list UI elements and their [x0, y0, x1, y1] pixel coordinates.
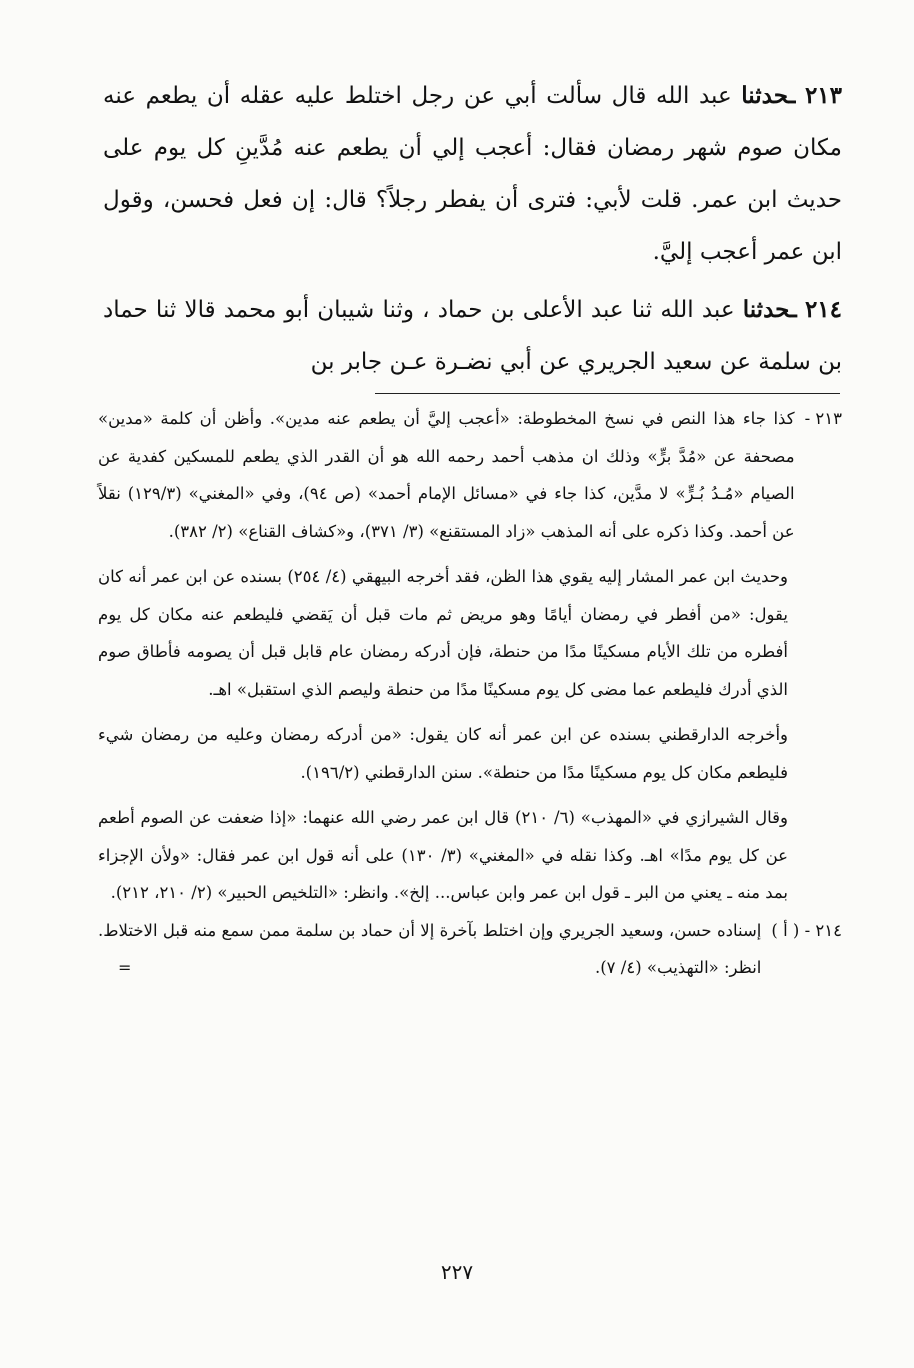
footnote-divider: [375, 393, 840, 394]
footnote-213: [98, 400, 842, 550]
hadith-text: عبد الله ثنا عبد الأعلى بن حماد ، وثنا شيبان أبو محمد قالا ثنا حماد بن سلمة عن سعيد الجريري عن أبي نضـرة عـن جابر بن: [103, 297, 842, 375]
hadith-number: ٢١٤: [804, 296, 842, 323]
hadith-word: حدثنا: [742, 296, 791, 323]
footnote-paragraph: إسناده حسن، وسعيد الجريري وإن اختلط بآخرة إلا أن حماد بن سلمة ممن سمع منه قبل الاختلاط. انظر: «التهذيب» (٤/ ٧).: [98, 920, 762, 977]
hadith-text: عبد الله قال سألت أبي عن رجل اختلط عليه عقله أن يطعم عنه مكان صوم شهر رمضان فقال: أعجب إلي أن يطعم عنه مُدَّينِ كل يوم على حديث ابن عمر. قلت لأبي: فترى أن يفطر رجلاً؟ قال: إن فعل فحسن، وقول ابن عمر أعجب إليَّ.: [103, 83, 842, 265]
footnote-paragraph: وقال الشيرازي في «المهذب» (٦/ ٢١٠) قال ابن عمر رضي الله عنهما: «إذا ضعفت عن الصوم أطعم عن كل يوم مدًا» اهـ. وكذا نقله في «المغني» (٣/ ١٣٠) على أنه قول ابن عمر فقال: «ولأن الإجزاء بمد منه ـ يعني من البر ـ قول ابن عمر وابن عباس... إلخ». وانظر: «التلخيص الحبير» (٢/ ٢١٠، ٢١٢).: [98, 808, 788, 902]
hadith-213: [103, 70, 842, 278]
footnote-paragraph: كذا جاء هذا النص في نسخ المخطوطة: «أعجب إليَّ أن يطعم عنه مدين». وأظن أن كلمة «مدين» مصحفة عن «مُدَّ برٍّ» وذلك ان مذهب أحمد رحمه الله هو أن القدر الذي يطعم للمسكين كفدية عن الصيام «مُـدُ بُـرٍّ» لا مدَّين، كذا جاء في «مسائل الإمام أحمد» (ص ٩٤)، وفي «المغني» (١٢٩/٣) نقلاً عن أحمد. وكذا ذكره على أنه المذهب «زاد المستقنع» (٣/ ٣٧١)، و«كشاف القناع» (٢/ ٣٨٢).: [98, 409, 795, 541]
footnote-number: ٢١٤ - ( أ ): [771, 920, 842, 940]
separator: ـ: [788, 82, 796, 109]
hadith-number: ٢١٣: [804, 82, 842, 109]
footnote-paragraph: وأخرجه الدارقطني بسنده عن ابن عمر أنه كان يقول: «من أدركه رمضان وعليه من رمضان شيء فليطعم مكان كل يوم مسكينًا مدًا من حنطة». سنن الدارقطني (١٩٦/٢).: [98, 725, 788, 782]
footnote-body: [98, 912, 761, 987]
footnote-214: [98, 912, 842, 987]
separator: ـ: [790, 296, 797, 323]
footnote-body: [98, 400, 795, 550]
hadith-word: حدثنا: [741, 82, 789, 109]
footnote-paragraph: وحديث ابن عمر المشار إليه يقوي هذا الظن، فقد أخرجه البيهقي (٤/ ٢٥٤) بسنده عن ابن عمر أنه كان يقول: «من أفطر في رمضان أيامًا وهو مريض ثم مات قبل أن يَقضي فليطعم عنه مكان كل يوم أفطره من تلك الأيام مسكينًا مدًا من حنطة، فإن أدركه رمضان عام قابل قبل أن يصومه فأطاق صوم الذي أدرك فليطعم عما مضى كل يوم مسكينًا مدًا من حنطة وليصم الذي استقبل» اهـ.: [98, 567, 788, 699]
footnote-number: ٢١٣ -: [804, 409, 842, 428]
main-text: [103, 70, 842, 394]
footnotes: [98, 400, 842, 987]
continuation-mark: =: [118, 958, 132, 977]
page-number: ٢٢٧: [440, 1260, 474, 1284]
hadith-214: [103, 284, 842, 388]
